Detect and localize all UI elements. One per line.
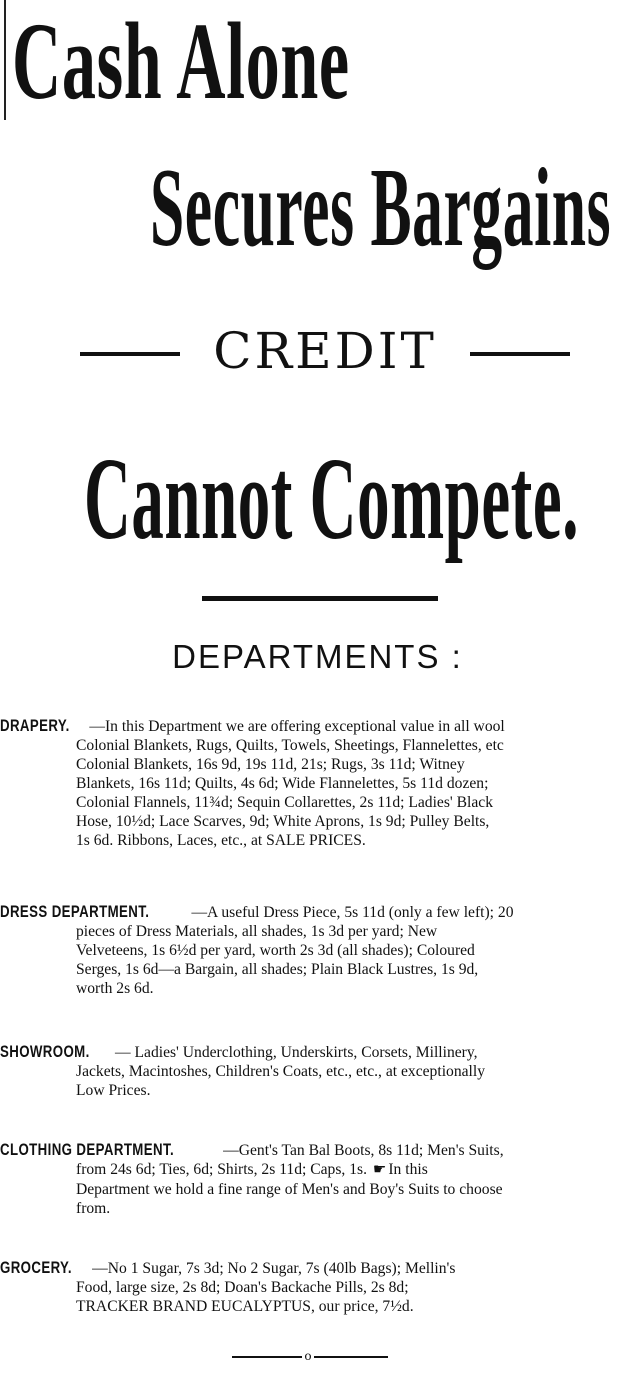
end-mark: o: [302, 1349, 314, 1363]
drapery-line: Hose, 10½d; Lace Scarves, 9d; White Aprons, 1s 9d; Pulley Belts,: [76, 813, 490, 830]
dress-line: worth 2s 6d.: [76, 980, 154, 997]
showroom-line: SHOWROOM. — Ladies' Underclothing, Underskirts, Corsets, Millinery,: [0, 1042, 478, 1061]
headline-credit: CREDIT: [213, 322, 437, 380]
dress-line: pieces of Dress Materials, all shades, 1s 3d per yard; New: [76, 923, 438, 940]
clothing-line: Department we hold a fine range of Men's and Boy's Suits to choose: [76, 1181, 503, 1198]
showroom-line: Low Prices.: [76, 1082, 151, 1099]
credit-dash-right: [470, 352, 570, 356]
drapery-line: 1s 6d. Ribbons, Laces, etc., at SALE PRICES.: [76, 832, 366, 849]
section-divider: [202, 596, 438, 601]
headline-cash-alone: Cash Alone: [12, 0, 350, 122]
clothing-heading: CLOTHING DEPARTMENT.: [0, 1140, 175, 1159]
grocery-heading: GROCERY.: [0, 1258, 72, 1277]
dress-line: Velveteens, 1s 6½d per yard, worth 2s 3d (all shades); Coloured: [76, 942, 475, 959]
section-grocery: [0, 1258, 630, 1316]
dress-line: Serges, 1s 6d—a Bargain, all shades; Plain Black Lustres, 1s 9d,: [76, 961, 479, 978]
margin-rule: [4, 0, 6, 120]
drapery-heading: DRAPERY.: [0, 716, 70, 735]
section-showroom: [0, 1042, 630, 1100]
showroom-line: Jackets, Macintoshes, Children's Coats, etc., etc., at exceptionally: [76, 1063, 486, 1080]
clothing-line: CLOTHING DEPARTMENT. —Gent's Tan Bal Boots, 8s 11d; Men's Suits,: [0, 1140, 504, 1159]
headline-credit-row: [80, 322, 570, 382]
drapery-line: Blankets, 16s 11d; Quilts, 4s 6d; Wide Flannelettes, 5s 11d dozen;: [76, 775, 489, 792]
drapery-line: DRAPERY. —In this Department we are offering exceptional value in all wool: [0, 716, 505, 735]
clothing-line: from.: [76, 1200, 111, 1217]
showroom-heading: SHOWROOM.: [0, 1042, 90, 1061]
grocery-line: GROCERY. —No 1 Sugar, 7s 3d; No 2 Sugar, 7s (40lb Bags); Mellin's: [0, 1258, 456, 1277]
grocery-line: TRACKER BRAND EUCALYPTUS, our price, 7½d.: [76, 1298, 414, 1315]
grocery-line: Food, large size, 2s 8d; Doan's Backache Pills, 2s 8d;: [76, 1279, 409, 1296]
section-dress: [0, 902, 630, 998]
dress-line: DRESS DEPARTMENT. —A useful Dress Piece, 5s 11d (only a few left); 20: [0, 902, 514, 921]
section-clothing: [0, 1140, 630, 1218]
drapery-line: Colonial Flannels, 11¾d; Sequin Collarettes, 2s 11d; Ladies' Black: [76, 794, 494, 811]
pointing-hand-icon: ☛: [372, 1162, 387, 1178]
clothing-line: from 24s 6d; Ties, 6d; Shirts, 2s 11d; Caps, 1s. ☛ In this: [76, 1161, 428, 1178]
section-drapery: [0, 716, 630, 850]
departments-title: DEPARTMENTS :: [172, 638, 463, 675]
drapery-line: Colonial Blankets, 16s 9d, 19s 11d, 21s; Rugs, 3s 11d; Witney: [76, 756, 465, 773]
drapery-line: Colonial Blankets, Rugs, Quilts, Towels, Sheetings, Flannelettes, etc: [76, 737, 504, 754]
headline-cannot-compete: Cannot Compete.: [84, 433, 579, 564]
dress-heading: DRESS DEPARTMENT.: [0, 902, 150, 921]
credit-dash-left: [80, 352, 180, 356]
headline-secures-bargains: Secures Bargains: [150, 146, 612, 270]
